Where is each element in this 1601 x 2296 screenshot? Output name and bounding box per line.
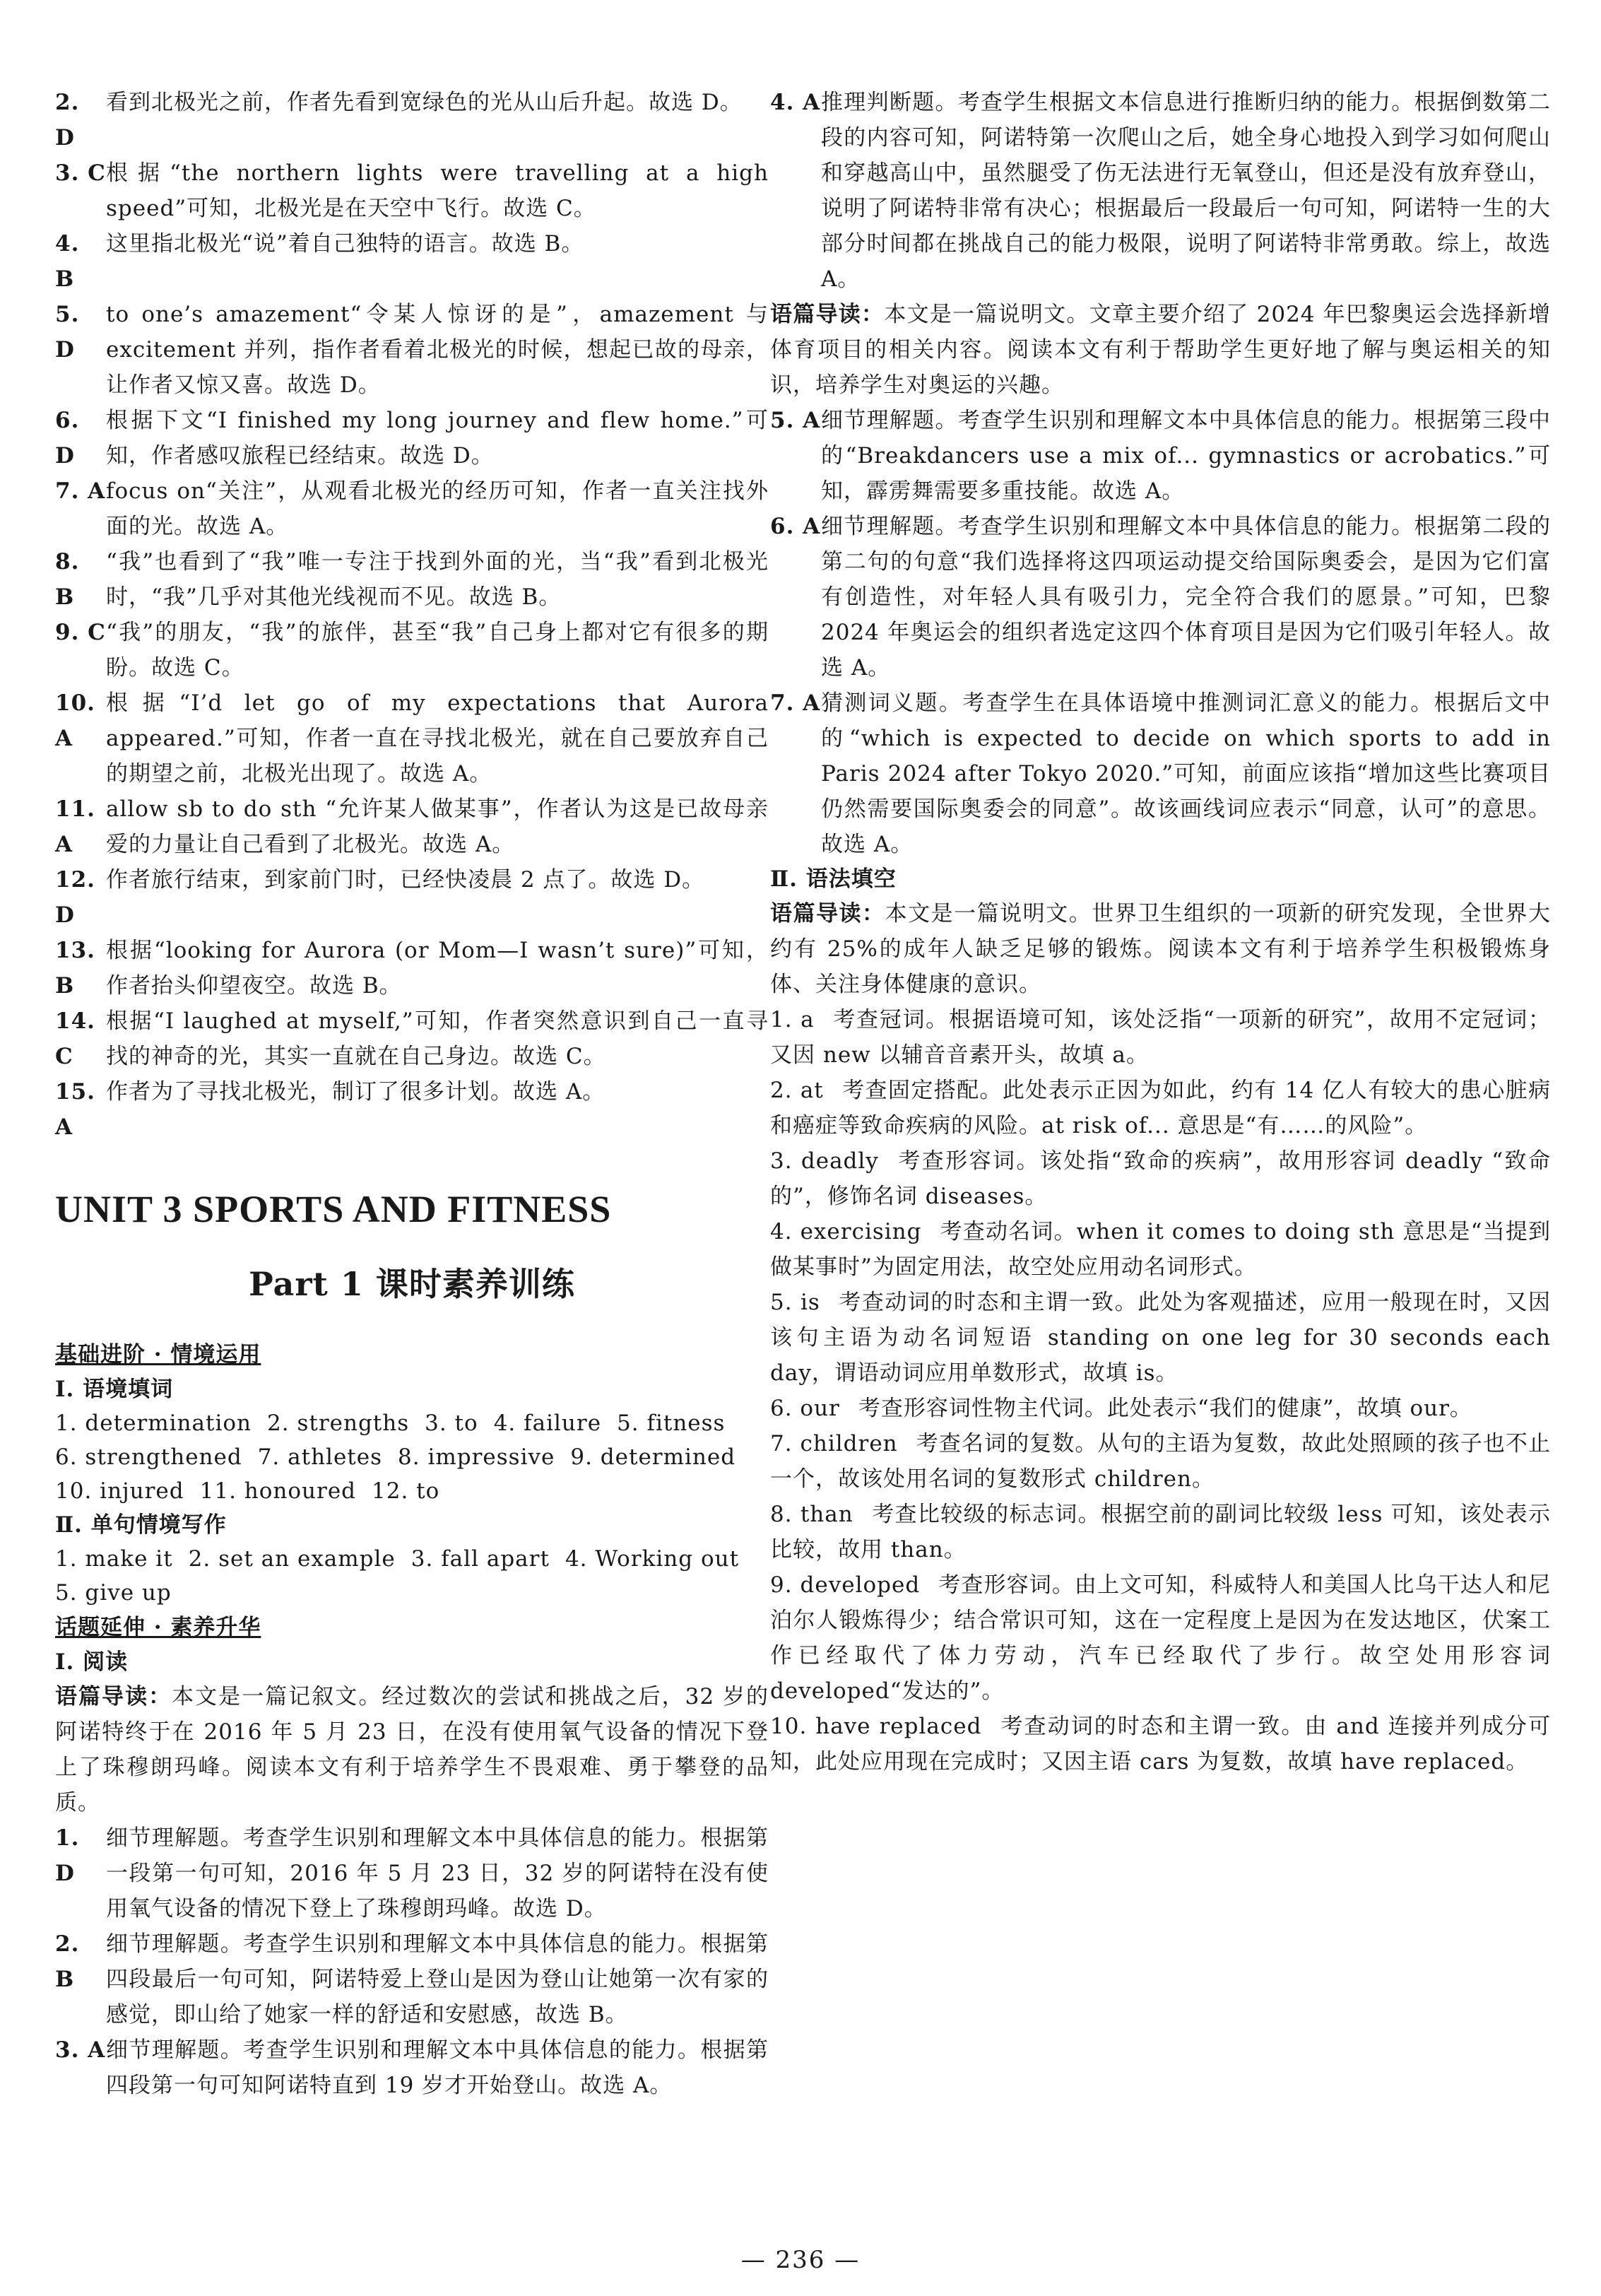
guide-label: 语篇导读： bbox=[770, 302, 885, 327]
answer-explanation: 猜测词义题。考查学生在具体语境中推测词汇意义的能力。根据后文中的“which is expected to decide on which sports to add in Paris 2024 after Tokyo 2020.”可知，前面应该指“增加这些比赛项目仍然需要国际奥委会的同意”。故该画线词应表示“同意，认可”的意思。故选 A。 bbox=[821, 690, 1551, 857]
answer-number: 11. A bbox=[55, 796, 95, 857]
answer-number: 2. D bbox=[55, 90, 80, 151]
answer-number: 14. C bbox=[55, 1008, 95, 1069]
answer-explanation: 根据“looking for Aurora (or Mom—I wasn’t sure)”可知，作者抬头仰望夜空。故选 B。 bbox=[106, 938, 769, 999]
answer-item bbox=[770, 403, 1551, 509]
answer-number: 9. C bbox=[55, 620, 106, 645]
answer-number: 12. D bbox=[55, 867, 95, 928]
grammar-answer: 8. than bbox=[770, 1502, 853, 1527]
writing-line-1 bbox=[55, 1542, 769, 1576]
word-answer: 3. to bbox=[425, 1411, 478, 1436]
answer-number: 2. B bbox=[55, 1931, 80, 1992]
word-answer: 2. set an example bbox=[188, 1546, 396, 1572]
grammar-item bbox=[770, 1002, 1551, 1073]
answer-item bbox=[55, 473, 769, 544]
grammar-explanation: 考查形容词性物主代词。此处表示“我们的健康”，故填 our。 bbox=[858, 1396, 1472, 1421]
answer-explanation: 推理判断题。考查学生根据文本信息进行推断归纳的能力。根据倒数第二段的内容可知，阿诺特第一次爬山之后，她全身心地投入到学习如何爬山和穿越高山中，虽然腿受了伤无法进行无氧登山，但还是没有放弃登山，说明了阿诺特非常有决心；根据最后一段最后一句可知，阿诺特一生的大部分时间都在挑战自己的能力极限，说明了阿诺特非常勇敢。综上，故选 A。 bbox=[821, 90, 1551, 292]
grammar-item bbox=[770, 1497, 1551, 1567]
answer-item bbox=[55, 403, 769, 473]
word-answer: 3. fall apart bbox=[410, 1546, 550, 1572]
answer-number: 6. A bbox=[770, 514, 821, 539]
answer-explanation: 细节理解题。考查学生识别和理解文本中具体信息的能力。根据第三段中的“Breakdancers use a mix of... gymnastics or acrobatics.”可知，霹雳舞需要多重技能。故选 A。 bbox=[821, 408, 1551, 504]
unit-title: UNIT 3 SPORTS AND FITNESS bbox=[55, 1188, 612, 1230]
word-answer: 9. determined bbox=[570, 1444, 736, 1470]
word-answer: 11. honoured bbox=[199, 1478, 357, 1504]
word-answer: 10. injured bbox=[55, 1478, 184, 1504]
grammar-guide bbox=[770, 896, 1551, 1002]
subsection-fill-words: Ⅰ. 语境填词 bbox=[55, 1377, 174, 1402]
fill-words-line-1 bbox=[55, 1406, 769, 1440]
grammar-explanation: 考查冠词。根据语境可知，该处泛指“一项新的研究”，故用不定冠词；又因 new 以辅音音素开头，故填 a。 bbox=[770, 1007, 1551, 1068]
subsection-reading: Ⅰ. 阅读 bbox=[55, 1649, 129, 1675]
answer-item bbox=[55, 2032, 769, 2103]
grammar-explanation: 考查形容词。由上文可知，科威特人和美国人比乌干达人和尼泊尔人锻炼得少；结合常识可知，这在一定程度上是因为在发达地区，伏案工作已经取代了体力劳动，汽车已经取代了步行。故空处用形容词 developed“发达的”。 bbox=[770, 1572, 1552, 1704]
answer-explanation: 细节理解题。考查学生识别和理解文本中具体信息的能力。根据第一段第一句可知，2016 年 5 月 23 日，32 岁的阿诺特在没有使用氧气设备的情况下登上了珠穆朗玛峰。故选 D。 bbox=[106, 1825, 769, 1921]
answer-item bbox=[770, 509, 1551, 685]
reading-guide-1 bbox=[55, 1679, 769, 1820]
word-answer: 4. Working out bbox=[565, 1546, 740, 1572]
answer-explanation: 细节理解题。考查学生识别和理解文本中具体信息的能力。根据第四段最后一句可知，阿诺特爱上登山是因为登山让她第一次有家的感觉，即山给了她家一样的舒适和安慰感，故选 B。 bbox=[106, 1931, 769, 2027]
section-topic-heading: 话题延伸 · 素养升华 bbox=[55, 1615, 261, 1640]
answer-item bbox=[55, 933, 769, 1003]
answer-number: 10. A bbox=[55, 690, 95, 751]
guide-text: 本文是一篇记叙文。经过数次的尝试和挑战之后，32 岁的阿诺特终于在 2016 年 5 月 23 日，在没有使用氧气设备的情况下登上了珠穆朗玛峰。阅读本文有利于培养学生不畏艰难、勇于攀登的品质。 bbox=[55, 1684, 769, 1815]
grammar-item bbox=[770, 1285, 1551, 1391]
answer-number: 3. C bbox=[55, 160, 106, 186]
grammar-item bbox=[770, 1073, 1551, 1143]
answer-item bbox=[55, 226, 769, 297]
grammar-item bbox=[770, 1567, 1551, 1709]
grammar-item bbox=[770, 1214, 1551, 1285]
grammar-explanation: 考查比较级的标志词。根据空前的副词比较级 less 可知，该处表示比较，故用 than。 bbox=[770, 1502, 1551, 1562]
answer-item bbox=[55, 862, 769, 933]
word-answer: 12. to bbox=[372, 1478, 440, 1504]
grammar-answer: 5. is bbox=[770, 1290, 820, 1315]
answer-list-aurora bbox=[55, 85, 769, 1145]
answer-item bbox=[55, 544, 769, 615]
answer-item bbox=[770, 85, 1551, 297]
answer-number: 5. A bbox=[770, 408, 821, 433]
answer-explanation: 根据“the northern lights were travelling at a high speed”可知，北极光是在天空中飞行。故选 C。 bbox=[106, 160, 769, 221]
answer-explanation: “我”也看到了“我”唯一专注于找到外面的光，当“我”看到北极光时，“我”几乎对其他光线视而不见。故选 B。 bbox=[106, 549, 769, 610]
word-answer: 6. strengthened bbox=[55, 1444, 242, 1470]
answer-explanation: 根据“I’d let go of my expectations that Aurora appeared.”可知，作者一直在寻找北极光，就在自己要放弃自己的期望之前，北极光出现了。故选 A。 bbox=[106, 690, 769, 787]
guide-label: 语篇导读： bbox=[55, 1684, 172, 1709]
grammar-answer: 10. have replaced bbox=[770, 1714, 982, 1739]
answer-item bbox=[770, 685, 1551, 862]
answer-item bbox=[55, 155, 769, 226]
grammar-item bbox=[770, 1426, 1551, 1497]
part-title: Part 1 课时素养训练 bbox=[249, 1265, 575, 1303]
answer-explanation: 这里指北极光“说”着自己独特的语言。故选 B。 bbox=[106, 231, 584, 257]
answer-item bbox=[55, 1926, 769, 2032]
guide-label: 语篇导读： bbox=[770, 901, 885, 926]
grammar-answer: 6. our bbox=[770, 1396, 840, 1421]
answer-explanation: 作者为了寻找北极光，制订了很多计划。故选 A。 bbox=[106, 1079, 605, 1105]
grammar-explanation: 考查动词的时态和主谓一致。由 and 连接并列成分可知，此处应用现在完成时；又因主语 cars 为复数，故填 have replaced。 bbox=[770, 1714, 1552, 1774]
answer-explanation: 作者旅行结束，到家前门时，已经快凌晨 2 点了。故选 D。 bbox=[106, 867, 705, 893]
grammar-explanation: 考查动名词。when it comes to doing sth 意思是“当提到做某事时”为固定用法，故空处应用动名词形式。 bbox=[770, 1219, 1551, 1280]
grammar-item bbox=[770, 1709, 1551, 1779]
fill-words-line-3 bbox=[55, 1474, 769, 1508]
grammar-explanation: 考查动词的时态和主谓一致。此处为客观描述，应用一般现在时，又因该句主语为动名词短语 standing on one leg for 30 seconds each day，谓语动词应用单数形式，故填 is。 bbox=[770, 1290, 1551, 1386]
answer-item bbox=[55, 791, 769, 862]
fill-words-line-2 bbox=[55, 1440, 769, 1474]
word-answer: 8. impressive bbox=[398, 1444, 555, 1470]
answer-explanation: 根据“I laughed at myself,”可知，作者突然意识到自己一直寻找的神奇的光，其实一直就在自己身边。故选 C。 bbox=[106, 1008, 769, 1069]
word-answer: 4. failure bbox=[493, 1411, 602, 1436]
answer-number: 15. A bbox=[55, 1079, 95, 1140]
word-answer: 2. strengths bbox=[267, 1411, 410, 1436]
answer-list-grammar bbox=[770, 1002, 1551, 1779]
right-column bbox=[770, 85, 1551, 1779]
answer-explanation: to one’s amazement“令某人惊讶的是”，amazement 与 excitement 并列，指作者看着北极光的时候，想起已故的母亲，让作者又惊又喜。故选 D。 bbox=[106, 302, 769, 398]
answer-explanation: focus on“关注”，从观看北极光的经历可知，作者一直关注找外面的光。故选 A。 bbox=[106, 478, 769, 539]
grammar-answer: 9. developed bbox=[770, 1572, 921, 1598]
answer-number: 7. A bbox=[770, 690, 821, 716]
answer-number: 8. B bbox=[55, 549, 80, 610]
subsection-grammar: Ⅱ. 语法填空 bbox=[770, 866, 897, 892]
answer-number: 4. B bbox=[55, 231, 80, 292]
grammar-item bbox=[770, 1391, 1551, 1426]
grammar-answer: 2. at bbox=[770, 1078, 824, 1103]
answer-number: 7. A bbox=[55, 478, 106, 504]
answer-list-reading-a-cont bbox=[770, 85, 1551, 297]
answer-item bbox=[55, 685, 769, 791]
answer-item bbox=[55, 1003, 769, 1074]
answer-explanation: “我”的朋友，“我”的旅伴，甚至“我”自己身上都对它有很多的期盼。故选 C。 bbox=[106, 620, 769, 681]
reading-guide-2 bbox=[770, 297, 1551, 403]
answer-explanation: 细节理解题。考查学生识别和理解文本中具体信息的能力。根据第二段的第二句的句意“我们选择将这四项运动提交给国际奥委会，是因为它们富有创造性，对年轻人具有吸引力，完全符合我们的愿景。”可知，巴黎 2024 年奥运会的组织者选定这四个体育项目是因为它们吸引年轻人。故选 A。 bbox=[821, 514, 1551, 681]
answer-explanation: 看到北极光之前，作者先看到宽绿色的光从山后升起。故选 D。 bbox=[106, 90, 743, 115]
guide-text: 本文是一篇说明文。世界卫生组织的一项新的研究发现，全世界大约有 25%的成年人缺乏足够的锻炼。阅读本文有利于培养学生积极锻炼身体、关注身体健康的意识。 bbox=[770, 901, 1551, 997]
word-answer: 1. determination bbox=[55, 1411, 252, 1436]
answer-explanation: 根据下文“I finished my long journey and flew home.”可知，作者感叹旅程已经结束。故选 D。 bbox=[106, 408, 769, 469]
answer-item bbox=[55, 85, 769, 155]
word-answer: 1. make it bbox=[55, 1546, 173, 1572]
answer-number: 1. D bbox=[55, 1825, 80, 1886]
word-answer: 5. give up bbox=[55, 1580, 172, 1606]
answer-explanation: 细节理解题。考查学生识别和理解文本中具体信息的能力。根据第四段第一句可知阿诺特直到 19 岁才开始登山。故选 A。 bbox=[106, 2037, 769, 2098]
answer-item bbox=[55, 297, 769, 403]
grammar-explanation: 考查形容词。该处指“致命的疾病”，故用形容词 deadly “致命的”，修饰名词 diseases。 bbox=[770, 1148, 1552, 1209]
left-column bbox=[55, 85, 769, 2103]
answer-list-reading-b bbox=[770, 403, 1551, 862]
word-answer: 5. fitness bbox=[617, 1411, 726, 1436]
subsection-sentence-writing: Ⅱ. 单句情境写作 bbox=[55, 1512, 227, 1538]
answer-number: 4. A bbox=[770, 90, 821, 115]
answer-number: 6. D bbox=[55, 408, 80, 469]
grammar-answer: 1. a bbox=[770, 1007, 815, 1032]
grammar-explanation: 考查名词的复数。从句的主语为复数，故此处照顾的孩子也不止一个，故该处用名词的复数形式 children。 bbox=[770, 1431, 1552, 1492]
grammar-answer: 4. exercising bbox=[770, 1219, 922, 1244]
answer-number: 13. B bbox=[55, 938, 95, 999]
grammar-item bbox=[770, 1143, 1551, 1214]
answer-number: 5. D bbox=[55, 302, 80, 363]
answer-item bbox=[55, 1820, 769, 1926]
guide-text: 本文是一篇说明文。文章主要介绍了 2024 年巴黎奥运会选择新增体育项目的相关内容。阅读本文有利于帮助学生更好地了解与奥运相关的知识，培养学生对奥运的兴趣。 bbox=[770, 302, 1551, 398]
answer-list-reading-a bbox=[55, 1820, 769, 2103]
page-number: — 236 — bbox=[740, 2246, 861, 2274]
answer-item bbox=[55, 615, 769, 685]
answer-number: 3. A bbox=[55, 2037, 106, 2063]
writing-line-2 bbox=[55, 1576, 769, 1610]
grammar-answer: 3. deadly bbox=[770, 1148, 879, 1174]
grammar-explanation: 考查固定搭配。此处表示正因为如此，约有 14 亿人有较大的患心脏病和癌症等致命疾病的风险。at risk of... 意思是“有……的风险”。 bbox=[770, 1078, 1551, 1138]
word-answer: 7. athletes bbox=[257, 1444, 383, 1470]
answer-item bbox=[55, 1074, 769, 1145]
answer-explanation: allow sb to do sth “允许某人做某事”，作者认为这是已故母亲爱的力量让自己看到了北极光。故选 A。 bbox=[106, 796, 769, 857]
grammar-answer: 7. children bbox=[770, 1431, 898, 1456]
section-basic-heading: 基础进阶 · 情境运用 bbox=[55, 1342, 261, 1367]
